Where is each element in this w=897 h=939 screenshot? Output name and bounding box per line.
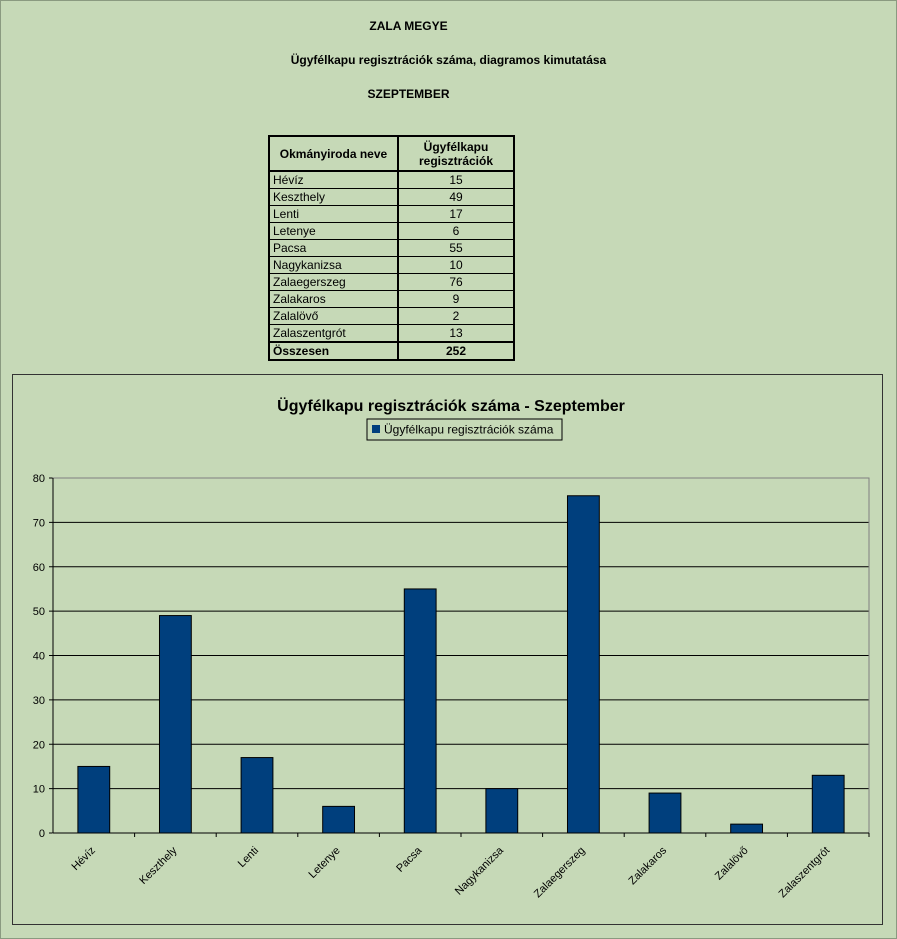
table-row bbox=[269, 206, 514, 223]
y-tick-label: 50 bbox=[32, 606, 45, 619]
y-tick-label: 60 bbox=[32, 561, 45, 574]
x-tick-label: Nagykanizsa bbox=[452, 844, 506, 898]
registrations-cell: 55 bbox=[398, 240, 514, 257]
office-name-cell: Letenye bbox=[269, 223, 398, 240]
x-tick-label: Zalaszentgrót bbox=[776, 844, 833, 901]
total-label: Összesen bbox=[269, 342, 398, 360]
table-row bbox=[269, 308, 514, 325]
office-name-cell: Keszthely bbox=[269, 189, 398, 206]
y-tick-label: 70 bbox=[32, 517, 45, 530]
bar-1 bbox=[159, 616, 191, 833]
table-total-row bbox=[269, 342, 514, 360]
table-row bbox=[269, 240, 514, 257]
x-tick-label: Keszthely bbox=[137, 844, 180, 887]
bar-2 bbox=[241, 758, 273, 833]
registrations-cell: 10 bbox=[398, 257, 514, 274]
bar-5 bbox=[486, 789, 518, 833]
office-name-cell: Zalaegerszeg bbox=[269, 274, 398, 291]
office-name-cell: Nagykanizsa bbox=[269, 257, 398, 274]
office-name-cell: Zalaszentgrót bbox=[269, 325, 398, 343]
y-tick-label: 40 bbox=[32, 650, 45, 663]
chart-title: Ügyfélkapu regisztrációk száma - Szeptember bbox=[277, 398, 625, 415]
y-tick-label: 0 bbox=[38, 828, 45, 840]
office-name-cell: Lenti bbox=[269, 206, 398, 223]
table-row bbox=[269, 189, 514, 206]
legend-swatch bbox=[372, 425, 380, 433]
y-tick-label: 20 bbox=[32, 739, 45, 752]
report-subtitle: Ügyfélkapu regisztrációk száma, diagramos kimutatása bbox=[290, 53, 607, 67]
registrations-cell: 6 bbox=[398, 223, 514, 240]
y-tick-label: 10 bbox=[32, 783, 45, 796]
x-tick-label: Letenye bbox=[306, 844, 343, 881]
legend-label: Ügyfélkapu regisztrációk száma bbox=[384, 422, 554, 437]
x-tick-label: Zalakaros bbox=[626, 844, 670, 888]
table-row bbox=[269, 223, 514, 240]
registrations-cell: 9 bbox=[398, 291, 514, 308]
office-name-cell: Zalalövő bbox=[269, 308, 398, 325]
bar-8 bbox=[731, 824, 763, 833]
registrations-table bbox=[268, 135, 515, 361]
bar-4 bbox=[404, 589, 436, 833]
table-row bbox=[269, 274, 514, 291]
x-tick-label: Zalalövő bbox=[712, 844, 751, 883]
registrations-cell: 2 bbox=[398, 308, 514, 325]
x-tick-label: Lenti bbox=[235, 844, 262, 870]
x-tick-label: Zalaegerszeg bbox=[531, 844, 588, 901]
table-row bbox=[269, 171, 514, 189]
table-row bbox=[269, 291, 514, 308]
y-tick-label: 30 bbox=[32, 694, 45, 707]
bar-3 bbox=[323, 806, 355, 833]
table-row bbox=[269, 257, 514, 274]
x-tick-label: Pacsa bbox=[394, 844, 425, 875]
bar-6 bbox=[567, 496, 599, 833]
y-tick-label: 80 bbox=[32, 473, 45, 485]
registrations-cell: 13 bbox=[398, 325, 514, 343]
office-name-cell: Pacsa bbox=[269, 240, 398, 257]
table-body bbox=[269, 171, 514, 360]
bar-9 bbox=[812, 775, 844, 833]
registrations-header-line1: Ügyfélkapu bbox=[423, 139, 489, 154]
registrations-cell: 49 bbox=[398, 189, 514, 206]
office-name-cell: Zalakaros bbox=[269, 291, 398, 308]
office-name-header: Okmányiroda neve bbox=[269, 136, 398, 171]
county-title: ZALA MEGYE bbox=[369, 19, 448, 33]
table-header-row bbox=[269, 136, 514, 171]
x-tick-label: Hévíz bbox=[69, 844, 98, 874]
registrations-header-line2: regisztrációk bbox=[418, 153, 494, 168]
registrations-cell: 17 bbox=[398, 206, 514, 223]
office-name-cell: Hévíz bbox=[269, 171, 398, 189]
bar-7 bbox=[649, 793, 681, 833]
registrations-cell: 15 bbox=[398, 171, 514, 189]
table-row bbox=[269, 325, 514, 343]
chart-frame bbox=[12, 374, 883, 925]
registrations-header bbox=[398, 136, 514, 171]
registrations-cell: 76 bbox=[398, 274, 514, 291]
month-title: SZEPTEMBER bbox=[367, 87, 450, 101]
bar-0 bbox=[78, 766, 110, 833]
bar-chart bbox=[13, 375, 882, 924]
total-value: 252 bbox=[398, 342, 514, 360]
